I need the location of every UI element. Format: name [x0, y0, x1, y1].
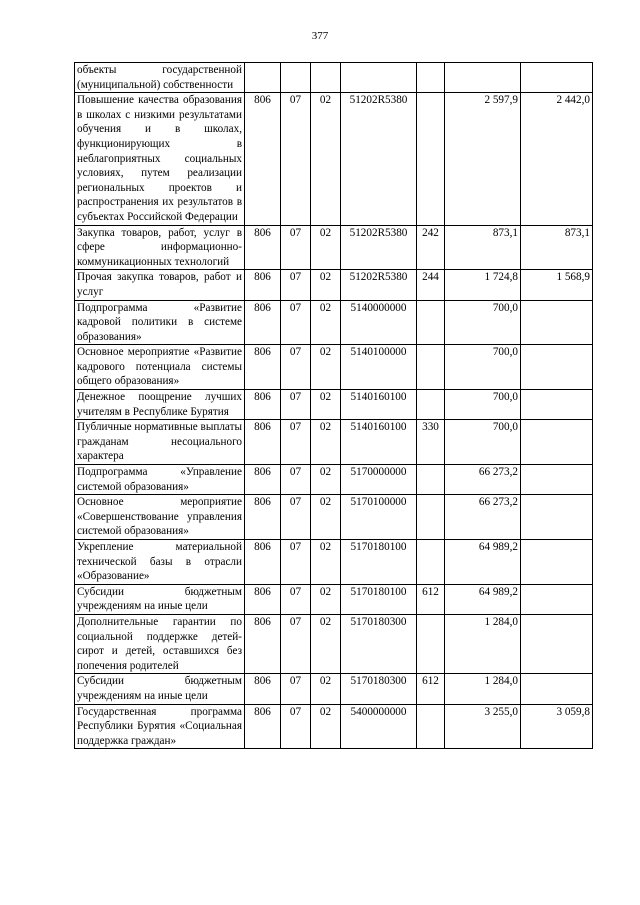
- row-expense-type-code: [417, 614, 445, 673]
- row-section-code: 07: [281, 704, 311, 749]
- row-amount-2: [521, 420, 593, 465]
- row-amount-1: 3 255,0: [445, 704, 521, 749]
- row-amount-1: 2 597,9: [445, 93, 521, 225]
- row-amount-1: 64 989,2: [445, 540, 521, 585]
- row-subsection-code: 02: [311, 704, 341, 749]
- table-row: [75, 420, 593, 465]
- row-name: Публичные нормативные выплаты гражданам несоциального характера: [75, 420, 245, 465]
- row-department-code: 806: [245, 420, 281, 465]
- row-subsection-code: 02: [311, 584, 341, 614]
- row-amount-1: 700,0: [445, 300, 521, 345]
- row-expense-type-code: [417, 345, 445, 390]
- row-subsection-code: 02: [311, 93, 341, 225]
- row-expense-type-code: [417, 465, 445, 495]
- row-amount-1: 66 273,2: [445, 495, 521, 540]
- row-amount-1: 700,0: [445, 420, 521, 465]
- row-department-code: 806: [245, 345, 281, 390]
- row-section-code: 07: [281, 270, 311, 300]
- row-name: Субсидии бюджетным учреждениям на иные цели: [75, 584, 245, 614]
- row-subsection-code: 02: [311, 225, 341, 270]
- table-row: [75, 584, 593, 614]
- row-expense-type-code: 612: [417, 584, 445, 614]
- row-target-article-code: [341, 63, 417, 93]
- table-row: [75, 93, 593, 225]
- row-expense-type-code: 612: [417, 674, 445, 704]
- row-section-code: [281, 63, 311, 93]
- row-section-code: 07: [281, 93, 311, 225]
- row-department-code: 806: [245, 584, 281, 614]
- table-row: [75, 614, 593, 673]
- row-target-article-code: 5140160100: [341, 390, 417, 420]
- row-department-code: 806: [245, 495, 281, 540]
- table-row: [75, 495, 593, 540]
- table-row: [75, 345, 593, 390]
- row-amount-2: [521, 465, 593, 495]
- row-target-article-code: 5400000000: [341, 704, 417, 749]
- row-name: объекты государственной (муниципальной) собственности: [75, 63, 245, 93]
- row-department-code: 806: [245, 390, 281, 420]
- row-subsection-code: 02: [311, 345, 341, 390]
- row-section-code: 07: [281, 390, 311, 420]
- row-subsection-code: [311, 63, 341, 93]
- row-amount-2: [521, 390, 593, 420]
- row-department-code: 806: [245, 93, 281, 225]
- row-subsection-code: 02: [311, 540, 341, 585]
- row-department-code: 806: [245, 540, 281, 585]
- row-expense-type-code: [417, 93, 445, 225]
- row-amount-2: [521, 345, 593, 390]
- row-amount-2: 1 568,9: [521, 270, 593, 300]
- row-amount-2: 873,1: [521, 225, 593, 270]
- row-subsection-code: 02: [311, 674, 341, 704]
- row-section-code: 07: [281, 495, 311, 540]
- row-target-article-code: 5140160100: [341, 420, 417, 465]
- row-amount-1: 66 273,2: [445, 465, 521, 495]
- row-name: Денежное поощрение лучших учителям в Республике Бурятия: [75, 390, 245, 420]
- row-amount-1: 700,0: [445, 345, 521, 390]
- table-row: [75, 270, 593, 300]
- row-amount-1: 64 989,2: [445, 584, 521, 614]
- row-expense-type-code: 330: [417, 420, 445, 465]
- row-section-code: 07: [281, 420, 311, 465]
- row-amount-1: 1 724,8: [445, 270, 521, 300]
- row-name: Прочая закупка товаров, работ и услуг: [75, 270, 245, 300]
- row-name: Укрепление материальной технической базы в отрасли «Образование»: [75, 540, 245, 585]
- row-department-code: 806: [245, 704, 281, 749]
- table-row: [75, 63, 593, 93]
- row-department-code: 806: [245, 225, 281, 270]
- row-subsection-code: 02: [311, 270, 341, 300]
- row-amount-1: 873,1: [445, 225, 521, 270]
- row-name: Повышение качества образования в школах с низкими результатами обучения и в школах, функционирующих в неблагоприятных социальных условиях, путем реализации региональных проектов и распространения их результатов в субъектах Российской Федерации: [75, 93, 245, 225]
- row-name: Основное мероприятие «Развитие кадрового потенциала системы общего образования»: [75, 345, 245, 390]
- row-target-article-code: 5170180300: [341, 614, 417, 673]
- row-target-article-code: 5170180100: [341, 584, 417, 614]
- row-target-article-code: 5170180300: [341, 674, 417, 704]
- row-subsection-code: 02: [311, 300, 341, 345]
- row-department-code: 806: [245, 674, 281, 704]
- row-department-code: 806: [245, 270, 281, 300]
- row-name: Подпрограмма «Управление системой образования»: [75, 465, 245, 495]
- row-target-article-code: 5170000000: [341, 465, 417, 495]
- row-section-code: 07: [281, 225, 311, 270]
- row-target-article-code: 5170180100: [341, 540, 417, 585]
- table-row: [75, 674, 593, 704]
- row-target-article-code: 51202R5380: [341, 225, 417, 270]
- row-amount-2: [521, 584, 593, 614]
- row-name: Закупка товаров, работ, услуг в сфере информационно-коммуникационных технологий: [75, 225, 245, 270]
- row-expense-type-code: [417, 495, 445, 540]
- row-amount-1: [445, 63, 521, 93]
- row-section-code: 07: [281, 614, 311, 673]
- row-subsection-code: 02: [311, 614, 341, 673]
- row-subsection-code: 02: [311, 465, 341, 495]
- row-amount-2: [521, 674, 593, 704]
- row-name: Дополнительные гарантии по социальной поддержке детей-сирот и детей, оставшихся без попечения родителей: [75, 614, 245, 673]
- table-body: [75, 63, 593, 749]
- row-department-code: 806: [245, 465, 281, 495]
- row-subsection-code: 02: [311, 420, 341, 465]
- table-row: [75, 540, 593, 585]
- row-target-article-code: 5170100000: [341, 495, 417, 540]
- row-name: Подпрограмма «Развитие кадровой политики в системе образования»: [75, 300, 245, 345]
- row-expense-type-code: 242: [417, 225, 445, 270]
- row-section-code: 07: [281, 540, 311, 585]
- row-amount-2: 2 442,0: [521, 93, 593, 225]
- row-amount-2: [521, 300, 593, 345]
- row-target-article-code: 5140000000: [341, 300, 417, 345]
- table-row: [75, 225, 593, 270]
- row-amount-1: 1 284,0: [445, 674, 521, 704]
- page-number: 377: [311, 30, 329, 42]
- row-expense-type-code: [417, 704, 445, 749]
- row-target-article-code: 51202R5380: [341, 270, 417, 300]
- row-section-code: 07: [281, 300, 311, 345]
- row-expense-type-code: [417, 390, 445, 420]
- row-department-code: [245, 63, 281, 93]
- row-name: Государственная программа Республики Бурятия «Социальная поддержка граждан»: [75, 704, 245, 749]
- row-subsection-code: 02: [311, 390, 341, 420]
- budget-table: [74, 62, 593, 749]
- row-amount-1: 1 284,0: [445, 614, 521, 673]
- row-section-code: 07: [281, 584, 311, 614]
- row-amount-1: 700,0: [445, 390, 521, 420]
- row-section-code: 07: [281, 345, 311, 390]
- row-amount-2: [521, 495, 593, 540]
- row-subsection-code: 02: [311, 495, 341, 540]
- row-department-code: 806: [245, 614, 281, 673]
- table-row: [75, 390, 593, 420]
- row-name: Основное мероприятие «Совершенствование управления системой образования»: [75, 495, 245, 540]
- table-row: [75, 300, 593, 345]
- row-name: Субсидии бюджетным учреждениям на иные цели: [75, 674, 245, 704]
- row-expense-type-code: 244: [417, 270, 445, 300]
- row-expense-type-code: [417, 63, 445, 93]
- row-amount-2: 3 059,8: [521, 704, 593, 749]
- row-amount-2: [521, 63, 593, 93]
- table-row: [75, 465, 593, 495]
- row-amount-2: [521, 540, 593, 585]
- row-target-article-code: 51202R5380: [341, 93, 417, 225]
- row-expense-type-code: [417, 540, 445, 585]
- row-amount-2: [521, 614, 593, 673]
- row-expense-type-code: [417, 300, 445, 345]
- row-section-code: 07: [281, 674, 311, 704]
- row-department-code: 806: [245, 300, 281, 345]
- row-section-code: 07: [281, 465, 311, 495]
- row-target-article-code: 5140100000: [341, 345, 417, 390]
- table-row: [75, 704, 593, 749]
